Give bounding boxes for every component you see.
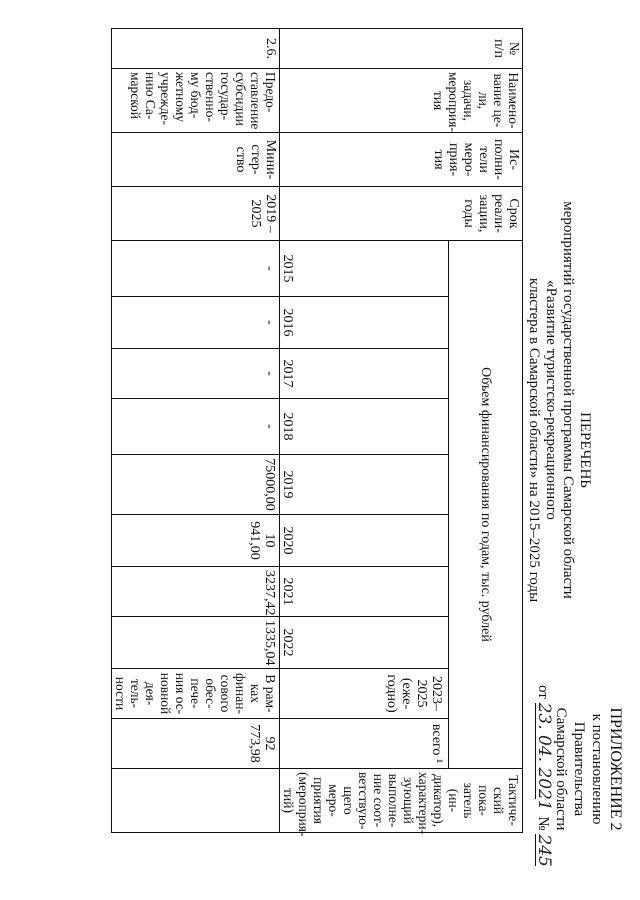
table-row	[112, 29, 280, 833]
header-term: Срок реали- зации, годы	[280, 187, 523, 241]
value-2016: -	[112, 297, 280, 349]
header-name: Наимено- вание це- ли, задачи, мероприя- тия	[280, 69, 523, 133]
title-heading: ПЕРЕЧЕНЬ	[577, 412, 593, 488]
header-year-2018: 2018	[280, 399, 449, 455]
header-year-2021: 2021	[280, 567, 449, 617]
header-year-2019: 2019	[280, 455, 449, 515]
header-num: № п/п	[280, 29, 523, 69]
value-2018: -	[112, 399, 280, 455]
header-year-2015: 2015	[280, 241, 449, 297]
row-term: 2019 – 2025	[112, 187, 280, 241]
value-2019: 75000,00	[112, 455, 280, 515]
row-indicator	[112, 769, 280, 833]
appendix-title: ПРИЛОЖЕНИЕ 2	[607, 707, 624, 831]
appendix-line: Самарской области	[553, 707, 569, 831]
row-num: 2.6.	[112, 29, 280, 69]
value-2023-2025: В рам- ках финан- сового обес- печe- ния ос- новной дея- тель- ности	[112, 669, 280, 719]
value-2017: -	[112, 349, 280, 399]
header-2023-2025: 2023– 2025 (еже- годно)	[280, 669, 449, 719]
title-line: мероприятий государственной программы Самарской области	[560, 201, 576, 599]
value-total: 92 773,98	[112, 719, 280, 769]
table-header-row	[448, 29, 522, 833]
value-2020: 10 941,00	[112, 515, 280, 567]
value-2021: 3237,42	[112, 567, 280, 617]
header-year-2017: 2017	[280, 349, 449, 399]
handwritten-date: 23. 04. 2021	[534, 702, 554, 811]
header-executor: Ис- полни- тели меро- прия- тия	[280, 133, 523, 187]
row-executor: Мини- стер- ство	[112, 133, 280, 187]
appendix-line: к постановлению Правительства	[571, 713, 605, 825]
title-line: кластера в Самарской области» на 2015–2025 годы	[526, 277, 542, 603]
title-line: «Развитие туристско-рекреационного	[543, 280, 559, 520]
header-funding-group: Объем финансирования по годам, тыс. рублей	[448, 241, 522, 769]
value-2015: -	[112, 241, 280, 297]
header-year-2020: 2020	[280, 515, 449, 567]
number-label: №	[535, 816, 551, 831]
header-year-2016: 2016	[280, 297, 449, 349]
from-label: от	[535, 685, 551, 699]
header-indicator: Тактиче- ский пока- затель (ин- дикатор), характери- зующий выполне- ние соот- ветствую- щего меро- приятия (мероприя- тий)	[280, 769, 523, 833]
row-name: Предо- ставление субсидии государ- ственно- му бюд- жетному учрежде- нию Са- марской	[112, 69, 280, 133]
header-total: всего ¹	[280, 719, 449, 769]
header-year-2022: 2022	[280, 617, 449, 669]
value-2022: 1335,04	[112, 617, 280, 669]
measures-table	[111, 28, 523, 837]
handwritten-number: 245	[534, 834, 554, 867]
